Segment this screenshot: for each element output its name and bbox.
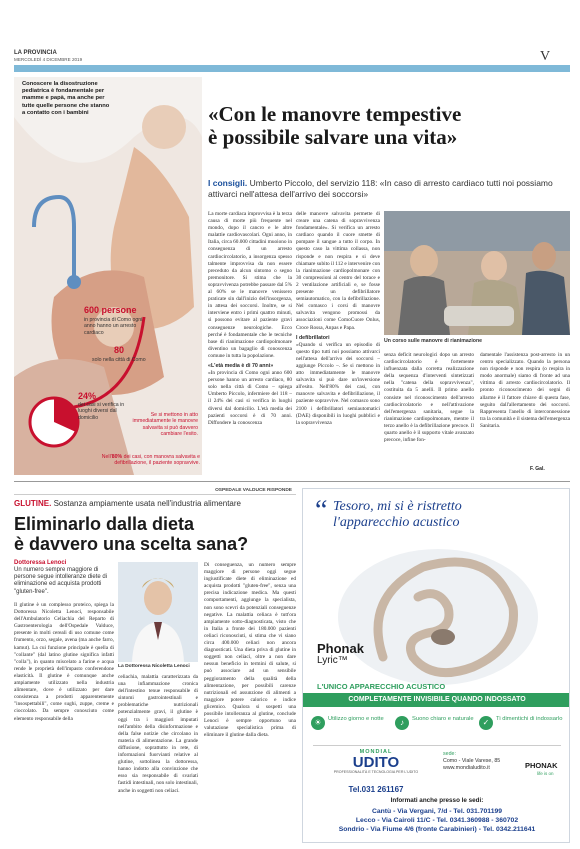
stat-600: 600 persone — [84, 305, 137, 315]
section-divider — [14, 481, 570, 482]
author: Dottoressa Lenoci — [14, 560, 67, 566]
second-headline: Eliminarlo dalla dieta è davvero una scelta sana? — [14, 514, 249, 554]
stat-manovre-text: Se si mettono in atto immediatamente le manovre salvavita si può davvero cambiare l'esito. — [132, 412, 198, 437]
branch-cantu: Cantù - Via Vergani, 7/d - Tel. 031.701199 — [371, 808, 503, 815]
issue-date: MERCOLEDÌ 4 DICEMBRE 2019 — [14, 57, 83, 62]
ad-brand: Phonak — [317, 641, 364, 656]
stat-80-text: solo nella città di Como — [92, 357, 146, 363]
branches-list — [303, 807, 570, 834]
phonak-slogan: life is on — [537, 771, 554, 776]
second-deck: GLUTINE. Sostanza ampiamente usata nell'industria alimentare — [14, 499, 241, 508]
sound-icon: ♪ — [395, 716, 409, 730]
training-photo-caption: Un corso sulle manovre di rianimazione — [384, 338, 483, 344]
feature-sound: ♪ Suono chiaro e naturale — [395, 714, 479, 740]
stat-600-text: in provincia di Como ogni anno hanno un arresto cardiaco — [84, 317, 143, 336]
second-body-col1: Il glutine è un complesso proteico, spiega la Dottoressa Nicoletta Lenoci, responsabile dell'Ambulatorio Celiachia del Reparto di Gastroenterologia dell'Ospedale Valduce, presente in molti cereali di uso comune come frumento, orzo, segale, avena (ma anche farro, kamut). La cui funzione principale è quella di "collante" (dal latino glutine significa infatti "colla"), in quanto miscelato a farine e acqua rende le proprietà dell'impasto conferendone elasticità. Il glutine è comunque anche ampiamente utilizzato nella industria alimentare, dove è utilizzato per dare consistenza a prodotti apparentemente "insospettabili", come sughi, zuppe, creme e cioccolato. Da sempre conosciuto come elemento responsabile della — [14, 602, 114, 722]
ad-phone[interactable]: Tel.031 261167 — [348, 785, 404, 794]
top-headline: «Con le manovre tempestive è possibile salvare una vita» — [208, 102, 462, 149]
ad-quote: Tesoro, mi si è ristretto l'apparecchio acustico — [333, 499, 462, 530]
top-body-col4: damentale l'assistenza post-arresto in un centro specializzato. Quando la persona non risponde e non respira (o respira in modo anormale) siamo di fronte ad una vittima di arresto cardiocircolatorio. Il pronto riconoscimento dei segni di allarme è il fattore chiave di questa fase, seguito dall'allertamento dei soccorsi. Rappresenta l'anello di interconnessione tra la comunità e il sistema dell'emergenza Sanitaria. — [480, 352, 570, 429]
branch-lecco: Lecco - Via Cairoli 11/C - Tel. 0341.360988 - 360702 — [355, 817, 519, 824]
ad-sede: sede: Como - Viale Varese, 85 www.mondialudito.it — [443, 751, 501, 771]
ear-illustration — [323, 537, 553, 687]
top-body-col3: senza deficit neurologici dopo un arresto cardiocircolatorio è fortemente influenzata dalla corretta realizzazione della sequenza d'interventi sintetizzati nella "catena della sopravvivenza", costituita da 5 anelli. Il primo anello consiste nel riconoscimento dell'arresto cardiocircolatorio e nell'attivazione dell'emergenza sanitaria, segue la rianimazione cardiopolmonare, mentre il terzo anello è la defibrillazione precoce. Il quarto anello è il supporto vitale avanzato precoce, infine fon- — [384, 352, 474, 444]
phonak-logo: PHONAK — [525, 761, 558, 770]
second-body-col3: Di conseguenza, un numero sempre maggiore di persone oggi segue ingiustificate diete di eliminazione ed acquista prodotti "gluten-free", senza una precisa indicazione medica. Ma questi comportamenti, aggiunge la specialista, non sono scevri da potenziali conseguenze negative. La malattia celiaca è tutt'ora ampiamente sotto-diagnosticata, visto che in Italia a fronte dei 180.000 pazienti celiaci riconosciuti, si stima che vi siano circa 400.000 celiaci non ancora diagnosticati. Una dieta priva di glutine in soggetti non celiaci, oltre a non dare nessun beneficio in termini di salute, si può associare ad un sensibile peggioramento della qualità della alimentazione, per possibili carenze nutrizionali ed assunzione di alimenti a maggiore potere calorico e indice glicemico. Qualora si sospetti una possibile intolleranza al glutine, conclude Lenoci è sempre opportuno una valutazione specialistica prima di eliminare il glutine dalla dieta. — [204, 562, 296, 739]
section-label-bar — [14, 488, 296, 495]
paper-name: LA PROVINCIA — [14, 50, 57, 56]
section-label: OSPEDALE VALDUCE RISPONDE — [215, 488, 292, 493]
second-body-col2: celiachia, malattia caratterizzata da una infiammazione cronica dell'intestino tenue responsabile di sintomi gastrointestinali e problematiche nutrizionali potenzialmente gravi, il glutine è oggi tra i maggiori imputati nell'ambito della disinformazione e della false notizie che circolano in materia di alimentazione. La grande diffusione, soprattutto in rete, di informazioni fuorvianti relative al glutine, sottolinea la dottoressa, hanno indotto alla convinzione che esso sia responsabile di svariati fastidi intestinali, non solo intestinali, anche in soggetti non celiaci. — [118, 674, 198, 794]
stat-80: 80 — [114, 345, 125, 355]
lead: Un numero sempre maggiore di persone segue intolleranze diete di eliminazione ed acquista prodotti "gluten-free". — [14, 567, 108, 595]
mondial-udito-logo: MONDIAL UDITO PROFESSIONALITÀ E TECNOLOGIA PER L'UDITO — [333, 749, 419, 774]
masthead-band — [14, 65, 570, 72]
doctor-photo-caption: La Dottoressa Nicoletta Lenoci — [118, 664, 190, 669]
byline: F. Gal. — [530, 466, 545, 472]
page-letter: V — [540, 49, 551, 64]
stat-80-percent: Nell'80% dei casi, con manovra salvavita e defibrillazione, il paziente sopravvive. — [101, 454, 200, 467]
quote-mark-icon: “ — [315, 495, 328, 526]
hearing-aid-ad[interactable] — [302, 488, 570, 843]
ad-banner: COMPLETAMENTE INVISIBILE QUANDO INDOSSATO — [303, 693, 570, 707]
doctor-photo — [118, 562, 198, 662]
infographic — [14, 77, 202, 475]
infographic-intro: Conoscere la disostruzione pediatrica è fondamentale per mamme e papà, ma anche per tutte quelle persone che stanno a contatto con i bambini — [22, 81, 110, 116]
stat-24-text: dei casi si verifica in luoghi diversi dal domicilio — [78, 402, 125, 421]
feature-day-night: ☀ Utilizzo giorno e notte — [311, 714, 395, 740]
check-icon: ✓ — [479, 716, 493, 730]
ad-divider — [313, 745, 561, 746]
branches-title: Informati anche presso le sedi: — [390, 797, 484, 804]
top-body-col1: La morte cardiaca improvvisa è la terza causa di morte più frequente nel mondo, dopo il cancro e le altre malattie cardiovascolari. Ogni anno, in Italia, circa 60.000 cittadini muoiono in conseguenza di un arresto cardiocircolatorio, a insorgenza spesso talmente improvvisa da non essere preceduto da alcun sintomo o segno premonitore. Si stima che la sopravvivenza potrebbe passare dal 5% al 60% se le manovre venissero praticate sin dall'inizio dell'insorgenza, in attesa dei soccorsi. Inoltre, se si interviene entro i primi quattro minuti, si possono evitare al paziente gravi conseguenze neurologiche. Ecco perché è fondamentale che le tecniche base di rianimazione cardiopolmonare diventino un bagaglio di conoscenza comune in tutta la popolazione. «L'età media è di 70 anni» «In provincia di Como ogni anno 600 persone hanno un arresto cardiaco, 80 solo nella città di Como – spiega Umberto Piccolo, infermiere del 118 – il 24% dei casi si verifica in luoghi diversi dal domicilio. L'età media dei pazienti soccorsi è di 70 anni. Diffondere la conoscenza — [208, 211, 292, 426]
ad-brand-sub: Lyric™ — [317, 655, 348, 666]
feature-forget: ✓ Ti dimentichi di indossarlo — [479, 714, 569, 740]
top-deck: I consigli. Umberto Piccolo, del servizio 118: «In caso di arresto cardiaco tutti noi possiamo attivarci nell'attesa dell'arrivo dei soccorsi» — [208, 178, 553, 199]
stat-24: 24% — [78, 391, 97, 401]
second-lead-box — [14, 560, 114, 596]
top-body-col2: delle manovre salvavita permette di creare una catena di sopravvivenza fondamentale». Si verifica un arresto cardiaco quando il cuore smette di pompare il sangue a tutto il corpo. In questo caso la vittima collassa, non risponde e non respira e si deve chiamare subito il 112 e intervenire con la rianimazione cardiopolmonare con 30 compressioni al centro del torace e 2 ventilazione artificiali e, se fosse presente un defibrillatore semiautomatico, con la defibrillazione. Nel comasco i corsi di manovre salvavita vengono promossi da associazioni come ComoCuore Onlus, Croce Rossa, Anpas e Papa. I defibrillatori «Quando si verifica un episodio di questo tipo tutti noi possiamo attivarci nell'attesa dell'arrivo dei soccorsi – aggiunge Piccolo –. Se si mettono in atto immediatamente le manovre salvavita si può dare un'inversione all'esito. Nell'80% dei casi, con manovre salvavita e defibrillazione, il paziente sopravvive. Nel comasco sono 2100 i defibrillatori semiautomatici (DAE) disponibili in luoghi pubblici e la sopravvivenza — [296, 211, 380, 426]
branch-sondrio: Sondrio - Via Fiume 4/6 (fronte Carabinieri) - Tel. 0342.211641 — [338, 826, 536, 833]
training-photo — [384, 211, 570, 335]
ad-tagline: L'UNICO APPARECCHIO ACUSTICO — [317, 682, 446, 691]
sun-moon-icon: ☀ — [311, 716, 325, 730]
